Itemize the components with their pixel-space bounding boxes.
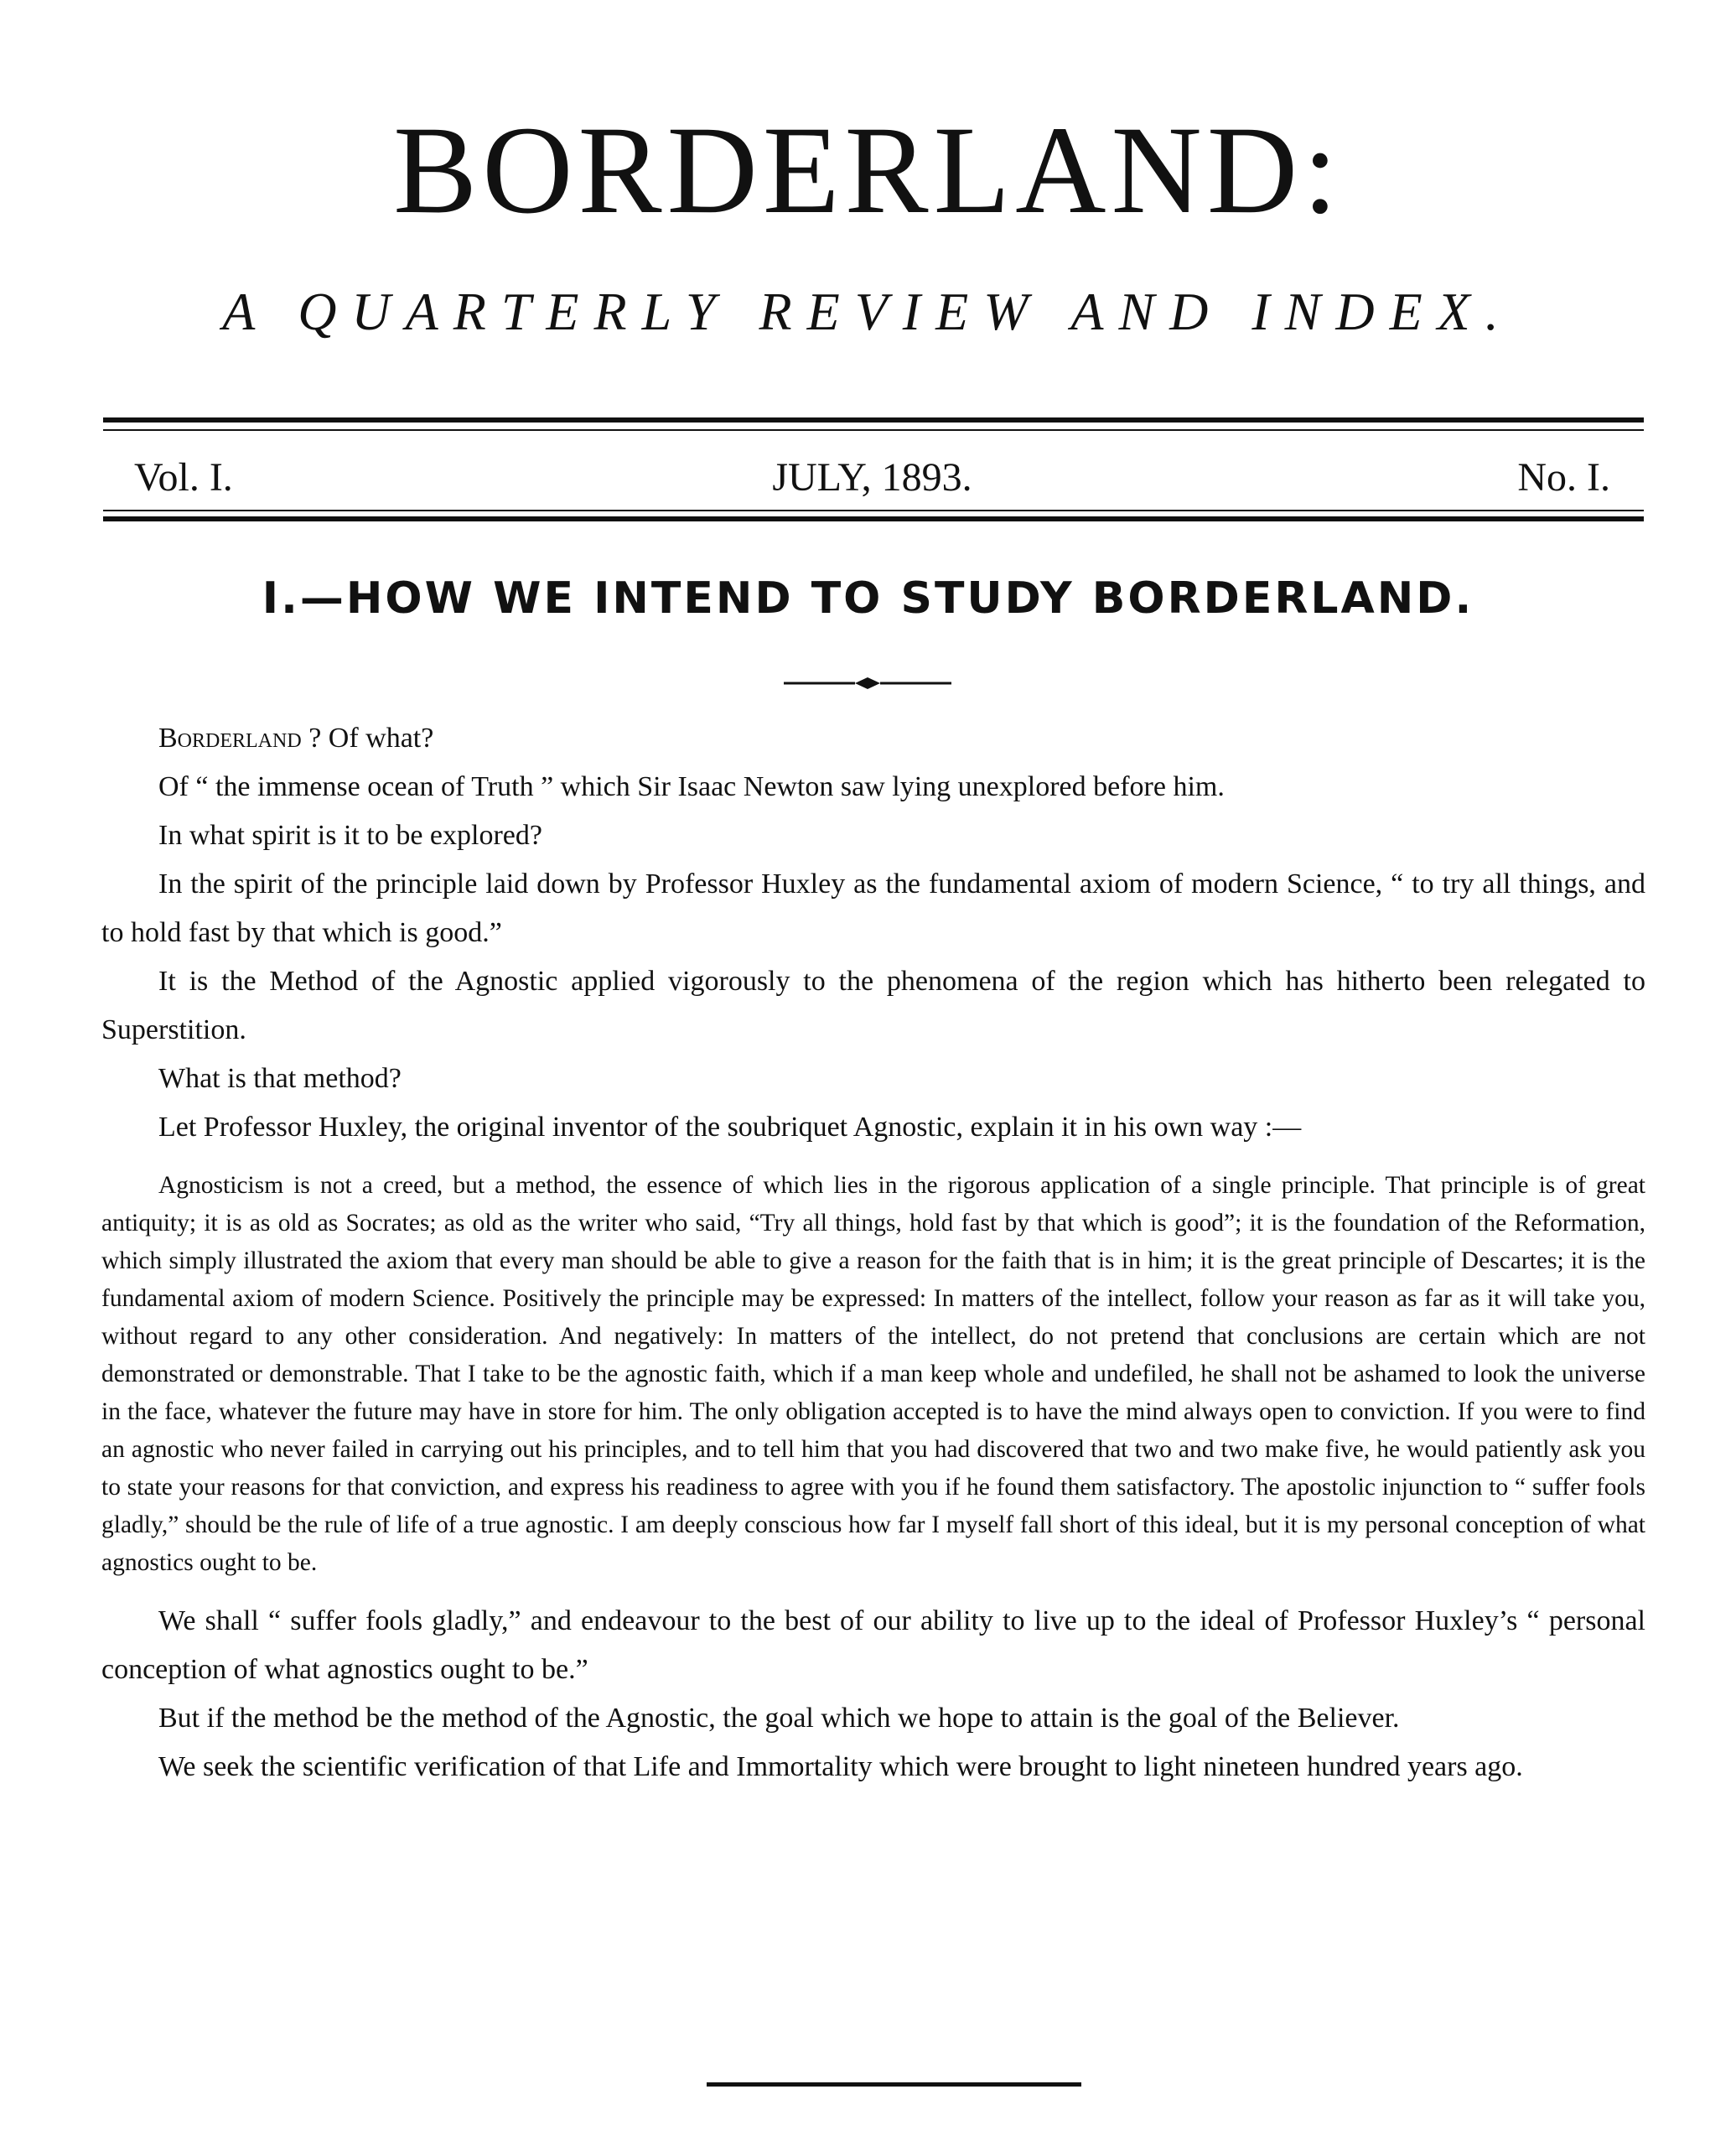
paragraph-5: What is that method? [158, 1063, 402, 1094]
masthead-title: BORDERLAND: [393, 101, 1343, 240]
end-rule [707, 2082, 1081, 2087]
paragraph-4: It is the Method of the Agnostic applied vigorously to the phenomena of the region which has hitherto been relegated to Superstition. [101, 966, 1645, 1045]
paragraph-6: Let Professor Huxley, the original inventor of the soubriquet Agnostic, explain it in his own way :— [158, 1112, 1302, 1143]
quote-text: Agnosticism is not a creed, but a method, the essence of which lies in the rigorous application of a single principle. That principle is of great antiquity; it is as old as Socrates; as old as the writer who said, “Try all things, hold fast by that which is good”; it is the foundation of the Reformation, which simply illustrated the axiom that every man should be able to give a reason for the faith that is in him; it is the great principle of Descartes; it is the fundamental axiom of modern Science. Positively the principle may be expressed: In matters of the intellect, follow your reason as far as it will take you, without regard to any other consideration. And negatively: In matters of the intellect, do not pretend that conclusions are certain which are not demonstrated or demonstrable. That I take to be the agnostic faith, which if a man keep whole and undefiled, he shall not be ashamed to look the universe in the face, whatever the future may have in store for him. The only obligation accepted is to have the mind always open to conviction. If you were to find an agnostic who never failed in carrying out his principles, and to tell him that you had discovered that two and two make five, he would patiently ask you to state your reasons for that conviction, and express his readiness to agree with you if he found them satisfactory. The apostolic injunction to “ suffer fools gladly,” should be the rule of life of a true agnostic. I am deeply conscious how far I myself fall short of this ideal, but it is my personal conception of what agnostics ought to be. [101, 1172, 1645, 1576]
closing-paragraph-2: But if the method be the method of the Agnostic, the goal which we hope to attain is the goal of the Believer. [158, 1703, 1400, 1734]
paragraph-1: Of “ the immense ocean of Truth ” which Sir Isaac Newton saw lying unexplored before him. [158, 771, 1225, 802]
top-rule-thick [103, 417, 1644, 423]
paragraph-2: In what spirit is it to be explored? [158, 820, 542, 851]
top-rule-thin [103, 429, 1644, 431]
volume-label: Vol. I. [134, 455, 233, 500]
closing-paragraph-1: We shall “ suffer fools gladly,” and endeavour to the best of our ability to live up to the ideal of Professor Huxley’s “ personal conception of what agnostics ought to be.” [101, 1605, 1645, 1685]
heading-ornament [784, 671, 951, 696]
paragraph-3: In the spirit of the principle laid down by Professor Huxley as the fundamental axiom of modern Science, “ to try all things, and to hold fast by that which is good.” [101, 868, 1645, 948]
issue-date: JULY, 1893. [772, 455, 972, 500]
intro-paragraph [101, 714, 1645, 763]
article-heading: I.—HOW WE INTEND TO STUDY BORDERLAND. [262, 573, 1474, 624]
huxley-quote [101, 1167, 1645, 1582]
masthead-subtitle: A QUARTERLY REVIEW AND INDEX. [222, 282, 1514, 341]
ornament-diamond [855, 677, 880, 689]
bottom-rule-thin [103, 510, 1644, 511]
article-body [101, 714, 1645, 1791]
bottom-rule-thick [103, 516, 1644, 521]
issue-number: No. I. [1517, 455, 1610, 500]
intro-rest: ? Of what? [308, 723, 434, 754]
closing-paragraph-3: We seek the scientific verification of that Life and Immortality which were brought to light nineteen hundred years ago. [158, 1751, 1523, 1782]
issue-bar [134, 453, 1610, 503]
intro-lead: Borderland [158, 723, 302, 754]
